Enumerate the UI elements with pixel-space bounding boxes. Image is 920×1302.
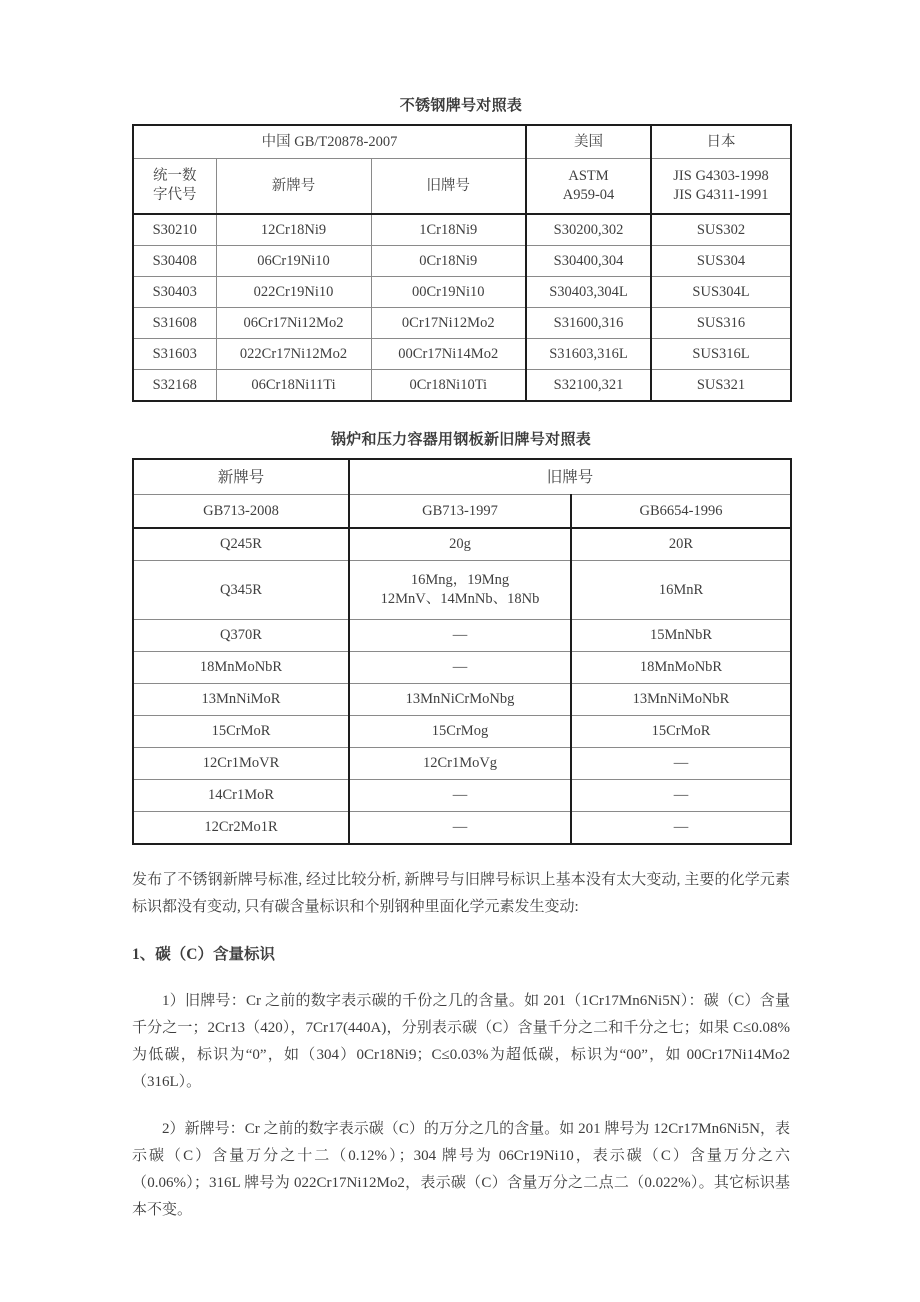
- cell-new-grade: Q345R: [133, 561, 349, 620]
- cell-astm: S31600,316: [526, 308, 651, 339]
- table-row: [133, 812, 791, 845]
- col-header-line1: ASTM: [568, 168, 609, 184]
- paragraph-spacer: [132, 921, 790, 941]
- cell-unified-number: S31603: [133, 339, 216, 370]
- cell-astm: S30200,302: [526, 214, 651, 246]
- paragraph-spacer: [132, 1096, 790, 1116]
- cell-jis: SUS304: [651, 246, 791, 277]
- cell-old-grade-1997: 12Cr1MoVg: [349, 748, 571, 780]
- table-2-group-header-new-grade: 新牌号: [133, 459, 349, 495]
- cell-new-grade: 022Cr17Ni12Mo2: [216, 339, 371, 370]
- cell-old-grade-1996: 18MnMoNbR: [571, 652, 791, 684]
- cell-old-grade: 00Cr19Ni10: [371, 277, 526, 308]
- cell-new-grade: 18MnMoNbR: [133, 652, 349, 684]
- list-item-new-grade: 2）新牌号：Cr 之前的数字表示碳（C）的万分之几的含量。如 201 牌号为 12Cr17Mn6Ni5N，表示碳（C）含量万分之十二（0.12%）；304 牌号为 06Cr19Ni10，表示碳（C）含量万分之六（0.06%）；316L 牌号为 022Cr17Ni12Mo2，表示碳（C）含量万分之二点二（0.022%）。其它标识基本不变。: [132, 1121, 790, 1218]
- cell-old-grade-1997: 15CrMog: [349, 716, 571, 748]
- cell-old-grade: 1Cr18Ni9: [371, 214, 526, 246]
- cell-new-grade: 06Cr18Ni11Ti: [216, 370, 371, 402]
- table-1-group-header-china: 中国 GB/T20878-2007: [133, 125, 526, 159]
- table-row: [133, 716, 791, 748]
- document-content: [132, 96, 790, 1224]
- cell-new-grade: 13MnNiMoR: [133, 684, 349, 716]
- table-row: [133, 246, 791, 277]
- list-item-old-grade: 1）旧牌号：Cr 之前的数字表示碳的千份之几的含量。如 201（1Cr17Mn6Ni5N）：碳（C）含量千分之一；2Cr13（420），7Cr17(440A)，分别表示碳（C）含量千分之二和千分之七；如果 C≤0.08%为低碳，标识为“0”，如（304）0Cr18Ni9；C≤0.03%为超低碳，标识为“00”，如 00Cr17Ni14Mo2（316L）。: [132, 993, 790, 1090]
- cell-jis: SUS321: [651, 370, 791, 402]
- cell-jis: SUS316: [651, 308, 791, 339]
- table-row: [133, 652, 791, 684]
- cell-new-grade: 12Cr18Ni9: [216, 214, 371, 246]
- cell-unified-number: S30408: [133, 246, 216, 277]
- cell-astm: S30400,304: [526, 246, 651, 277]
- paragraph-spacer: [132, 968, 790, 988]
- cell-old-grade-1996: 20R: [571, 528, 791, 561]
- cell-old-grade-1996: 16MnR: [571, 561, 791, 620]
- cell-astm: S30403,304L: [526, 277, 651, 308]
- cell-old-grade: 0Cr18Ni9: [371, 246, 526, 277]
- col-header-line2: JIS G4311-1991: [673, 187, 769, 203]
- body-text: [132, 867, 790, 1224]
- table-row: [133, 277, 791, 308]
- cell-jis: SUS302: [651, 214, 791, 246]
- table-1-title: 不锈钢牌号对照表: [399, 98, 523, 114]
- table-2-group-header-row: [133, 459, 791, 495]
- cell-astm: S31603,316L: [526, 339, 651, 370]
- cell-old-grade-1996: —: [571, 812, 791, 845]
- cell-old-grade-1997: —: [349, 780, 571, 812]
- cell-old-grade-1997: —: [349, 812, 571, 845]
- cell-new-grade: 06Cr19Ni10: [216, 246, 371, 277]
- cell-old-grade: 0Cr17Ni12Mo2: [371, 308, 526, 339]
- cell-old-grade-1997: [349, 561, 571, 620]
- col-header-line2: A959-04: [562, 187, 615, 203]
- table-2-col-header-gb713-2008: GB713-2008: [133, 495, 349, 529]
- table-row: [133, 214, 791, 246]
- table-2-col-header-gb713-1997: GB713-1997: [349, 495, 571, 529]
- cell-old-grade-1997: 13MnNiCrMoNbg: [349, 684, 571, 716]
- table-1-group-header-japan: 日本: [651, 125, 791, 159]
- table-row: [133, 684, 791, 716]
- cell-new-grade: 022Cr19Ni10: [216, 277, 371, 308]
- cell-unified-number: S32168: [133, 370, 216, 402]
- stainless-steel-grade-table: [132, 124, 792, 402]
- cell-jis: SUS316L: [651, 339, 791, 370]
- cell-old-grade-1997: —: [349, 652, 571, 684]
- cell-new-grade: 06Cr17Ni12Mo2: [216, 308, 371, 339]
- table-row: [133, 561, 791, 620]
- cell-old-grade-1997: —: [349, 620, 571, 652]
- cell-new-grade: Q245R: [133, 528, 349, 561]
- cell-unified-number: S30403: [133, 277, 216, 308]
- section-heading-carbon-content: 1、碳（C）含量标识: [132, 946, 275, 963]
- table-2-title: 锅炉和压力容器用钢板新旧牌号对照表: [330, 432, 592, 448]
- table-2-col-header-gb6654-1996: GB6654-1996: [571, 495, 791, 529]
- cell-jis: SUS304L: [651, 277, 791, 308]
- table-1-column-header-row: [133, 159, 791, 215]
- table-1-col-header-new-grade: 新牌号: [216, 159, 371, 215]
- table-2-standard-header-row: [133, 495, 791, 529]
- cell-old-grade-1997: 20g: [349, 528, 571, 561]
- table-row: [133, 780, 791, 812]
- table-1-col-header-astm: [526, 159, 651, 215]
- cell-old-grade: 00Cr17Ni14Mo2: [371, 339, 526, 370]
- table-row: [133, 308, 791, 339]
- cell-old-grade-1996: —: [571, 748, 791, 780]
- cell-new-grade: 12Cr1MoVR: [133, 748, 349, 780]
- cell-old-grade-1996: 15MnNbR: [571, 620, 791, 652]
- col-header-line1: JIS G4303-1998: [673, 168, 769, 184]
- cell-new-grade: Q370R: [133, 620, 349, 652]
- table-1-group-header-usa: 美国: [526, 125, 651, 159]
- table-1-col-header-jis: [651, 159, 791, 215]
- col-header-line1: 统一数: [153, 168, 197, 184]
- intro-paragraph: 发布了不锈钢新牌号标准, 经过比较分析, 新牌号与旧牌号标识上基本没有太大变动, 主要的化学元素标识都没有变动, 只有碳含量标识和个别钢种里面化学元素发生变动:: [132, 872, 790, 915]
- cell-new-grade: 15CrMoR: [133, 716, 349, 748]
- table-row: [133, 339, 791, 370]
- table-2-group-header-old-grade: 旧牌号: [349, 459, 791, 495]
- cell-new-grade: 14Cr1MoR: [133, 780, 349, 812]
- table-row: [133, 748, 791, 780]
- col-header-line2: 字代号: [153, 187, 197, 203]
- table-row: [133, 620, 791, 652]
- table-row: [133, 528, 791, 561]
- table-1-col-header-unified-number: [133, 159, 216, 215]
- cell-unified-number: S31608: [133, 308, 216, 339]
- table-row: [133, 370, 791, 402]
- cell-new-grade: 12Cr2Mo1R: [133, 812, 349, 845]
- cell-astm: S32100,321: [526, 370, 651, 402]
- boiler-pressure-vessel-plate-table: [132, 458, 792, 845]
- table-1-group-header-row: [133, 125, 791, 159]
- cell-line: 16Mng，19Mng: [410, 572, 510, 588]
- table-1-col-header-old-grade: 旧牌号: [371, 159, 526, 215]
- cell-unified-number: S30210: [133, 214, 216, 246]
- cell-line: 12MnV、14MnNb、18Nb: [380, 591, 540, 607]
- cell-old-grade: 0Cr18Ni10Ti: [371, 370, 526, 402]
- cell-old-grade-1996: 15CrMoR: [571, 716, 791, 748]
- cell-old-grade-1996: 13MnNiMoNbR: [571, 684, 791, 716]
- cell-old-grade-1996: —: [571, 780, 791, 812]
